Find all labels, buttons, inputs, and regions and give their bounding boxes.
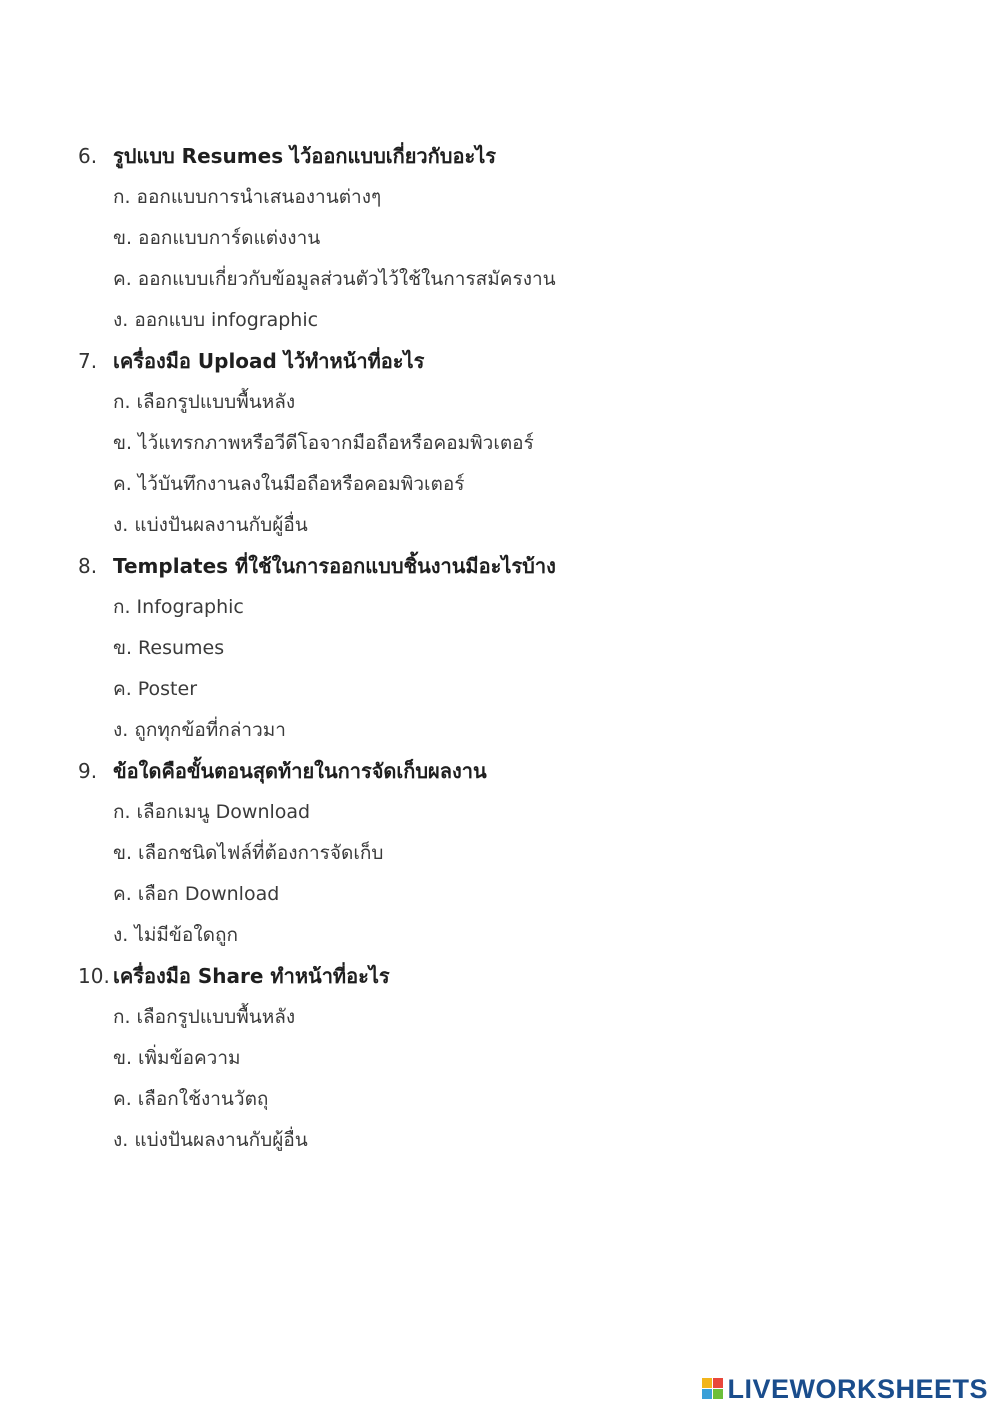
option-text: Infographic bbox=[136, 596, 244, 618]
question-text: เครื่องมือ Share ทำหน้าที่อะไร bbox=[113, 964, 390, 988]
option-text: ออกแบบเกี่ยวกับข้อมูลส่วนตัวไว้ใช้ในการสมัครงาน bbox=[137, 268, 556, 290]
option-text: เลือกรูปแบบพื้นหลัง bbox=[136, 1006, 296, 1028]
option-letter: ก. bbox=[113, 186, 131, 208]
answer-option[interactable] bbox=[78, 464, 938, 505]
question-8 bbox=[78, 546, 938, 751]
answer-option[interactable] bbox=[78, 1038, 938, 1079]
option-letter: ง. bbox=[113, 924, 129, 946]
option-text: Resumes bbox=[138, 637, 225, 659]
option-text: เลือกใช้งานวัตถุ bbox=[137, 1088, 269, 1110]
option-letter: ก. bbox=[113, 801, 131, 823]
question-number: 7. bbox=[78, 349, 98, 373]
option-text: แบ่งปันผลงานกับผู้อื่น bbox=[134, 1129, 308, 1151]
answer-option[interactable] bbox=[78, 915, 938, 956]
quiz-question-list bbox=[78, 136, 938, 1161]
option-letter: ก. bbox=[113, 1006, 131, 1028]
option-text: แบ่งปันผลงานกับผู้อื่น bbox=[134, 514, 308, 536]
question-text: ข้อใดคือขั้นตอนสุดท้ายในการจัดเก็บผลงาน bbox=[113, 759, 487, 783]
option-letter: ง. bbox=[113, 719, 129, 741]
option-text: ออกแบบการ์ดแต่งงาน bbox=[138, 227, 321, 249]
question-number: 10. bbox=[78, 964, 110, 988]
answer-option[interactable] bbox=[78, 628, 938, 669]
option-letter: ง. bbox=[113, 309, 129, 331]
answer-option[interactable] bbox=[78, 177, 938, 218]
answer-option[interactable] bbox=[78, 710, 938, 751]
brand-name: LIVEWORKSHEETS bbox=[727, 1373, 988, 1404]
option-letter: ข. bbox=[113, 227, 133, 249]
question-6 bbox=[78, 136, 938, 341]
answer-option[interactable] bbox=[78, 259, 938, 300]
answer-option[interactable] bbox=[78, 300, 938, 341]
answer-option[interactable] bbox=[78, 382, 938, 423]
question-number: 8. bbox=[78, 554, 98, 578]
answer-option[interactable] bbox=[78, 997, 938, 1038]
option-letter: ค. bbox=[113, 268, 132, 290]
option-text: เลือกรูปแบบพื้นหลัง bbox=[136, 391, 296, 413]
option-text: ไว้บันทึกงานลงในมือถือหรือคอมพิวเตอร์ bbox=[137, 473, 465, 495]
option-text: เลือกชนิดไฟล์ที่ต้องการจัดเก็บ bbox=[138, 842, 384, 864]
question-text: รูปแบบ Resumes ไว้ออกแบบเกี่ยวกับอะไร bbox=[113, 144, 497, 168]
answer-option[interactable] bbox=[78, 505, 938, 546]
option-letter: ข. bbox=[113, 637, 133, 659]
liveworksheets-logo-icon bbox=[702, 1378, 724, 1400]
option-text: ไว้แทรกภาพหรือวีดีโอจากมือถือหรือคอมพิวเตอร์ bbox=[138, 432, 534, 454]
answer-option[interactable] bbox=[78, 1079, 938, 1120]
answer-option[interactable] bbox=[78, 587, 938, 628]
option-letter: ค. bbox=[113, 883, 132, 905]
question-number: 9. bbox=[78, 759, 98, 783]
liveworksheets-brand bbox=[702, 1374, 988, 1404]
answer-option[interactable] bbox=[78, 833, 938, 874]
option-text: ถูกทุกข้อที่กล่าวมา bbox=[134, 719, 286, 741]
answer-option[interactable] bbox=[78, 218, 938, 259]
question-10 bbox=[78, 956, 938, 1161]
answer-option[interactable] bbox=[78, 669, 938, 710]
question-text: เครื่องมือ Upload ไว้ทำหน้าที่อะไร bbox=[113, 349, 425, 373]
option-text: ออกแบบการนำเสนองานต่างๆ bbox=[136, 186, 382, 208]
option-text: ออกแบบ infographic bbox=[134, 309, 319, 331]
option-text: Poster bbox=[137, 678, 198, 700]
option-letter: ข. bbox=[113, 1047, 133, 1069]
option-letter: ก. bbox=[113, 596, 131, 618]
answer-option[interactable] bbox=[78, 874, 938, 915]
question-number: 6. bbox=[78, 144, 98, 168]
option-text: ไม่มีข้อใดถูก bbox=[134, 924, 238, 946]
option-text: เพิ่มข้อความ bbox=[138, 1047, 241, 1069]
question-9 bbox=[78, 751, 938, 956]
logo-square bbox=[713, 1378, 723, 1388]
option-text: เลือก Download bbox=[137, 883, 280, 905]
answer-option[interactable] bbox=[78, 423, 938, 464]
option-letter: ง. bbox=[113, 1129, 129, 1151]
question-text: Templates ที่ใช้ในการออกแบบชิ้นงานมีอะไรบ้าง bbox=[113, 554, 556, 578]
option-letter: ค. bbox=[113, 1088, 132, 1110]
option-letter: ก. bbox=[113, 391, 131, 413]
logo-square bbox=[702, 1389, 712, 1399]
answer-option[interactable] bbox=[78, 792, 938, 833]
logo-square bbox=[702, 1378, 712, 1388]
option-letter: ข. bbox=[113, 432, 133, 454]
answer-option[interactable] bbox=[78, 1120, 938, 1161]
option-letter: ค. bbox=[113, 678, 132, 700]
option-text: เลือกเมนู Download bbox=[136, 801, 311, 823]
option-letter: ค. bbox=[113, 473, 132, 495]
option-letter: ง. bbox=[113, 514, 129, 536]
logo-square bbox=[713, 1389, 723, 1399]
option-letter: ข. bbox=[113, 842, 133, 864]
question-7 bbox=[78, 341, 938, 546]
